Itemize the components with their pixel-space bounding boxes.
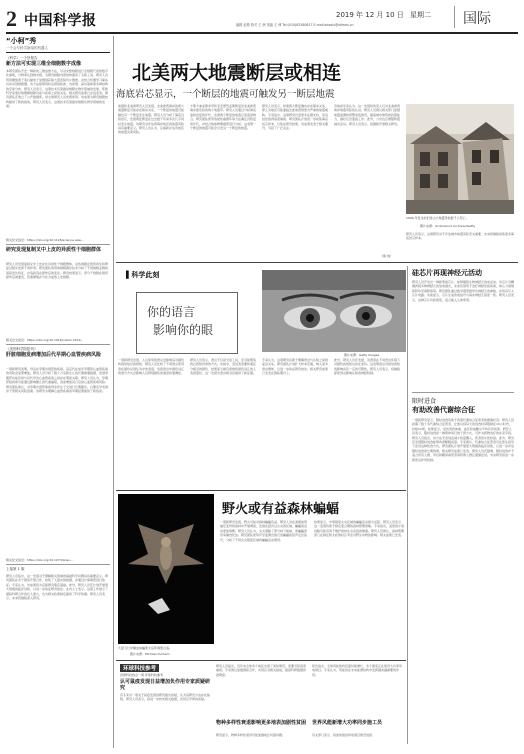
page-number: 2 (6, 6, 17, 31)
date: 2019 年 12 月 10 日 (336, 11, 404, 19)
editors-line: 编辑 赵路 校对 王 洲 美编 王 洲 Tel:(010)62580617 E-mail:zhaolu@stimes.cn (236, 23, 354, 27)
science-body-col-1: 一项新研究发现，人们使用的语言会影响其对颜色和视觉信息的感知。研究人员比较了不同语言使用者在颜色识别任务中的表现，发现语言中颜色词汇的划分方式会影响人们辨别颜色的速度和准确性。 (118, 358, 185, 376)
science-tag-label: 科学此刻 (131, 271, 160, 279)
eye-photo-credit: 图片来源：Getty Images (344, 353, 380, 357)
divider (412, 392, 514, 393)
divider (6, 344, 110, 345)
science-body-col-2: 研究人员表示，语言不仅是交流工具，还可能塑造我们感知世界的方式。实验中，受试者需要快速区分相近的颜色，结果显示拥有更细致颜色词汇的人表现更好。这一发现为语言相对论提供了新证据。 (190, 358, 257, 376)
left-column (6, 36, 110, 748)
photo-caption: 1906 年发生的旧金山大地震导致数千人死亡。 (406, 216, 469, 220)
bottom-headline-3: 世界风能新增大功率同步施工员 (312, 720, 383, 726)
bottom-body-4: 报告指出，全球风能装机容量持续增长，多个国家正在建设大功率风电项目。专家认为，风能将在未来能源结构中发挥越来越重要的作用。 (312, 664, 403, 677)
science-title-line2: 影响你的眼 (153, 323, 214, 337)
article-body: 一项新研究表明，母亲在孕期出现肝脏疾病，其后代在成年早期患心血管疾病的风险会显著增加。研究人员分析了数十万名新生儿的长期健康数据，发现孕期肝功能异常与后代早发心血管疾病之间存在明显关联。研究人员认为，孕期肝脏疾病可能通过影响胎儿的代谢编程，进而增加其日后的心血管疾病风险。研究团队建议，对孕期出现肝病的母亲所生子女进行长期随访，以便及早发现并干预相关风险因素。该研究为理解心血管疾病的早期起源提供了新线索。 (6, 367, 109, 394)
science-title-line1: 你的语言 (147, 305, 196, 319)
main-body-col-2: 卡斯卡迪亚俯冲带和圣安德烈亚斯断层是北美洲西海岸最危险的两个地震带。研究人员通过分析海底浊积岩层的年代，发现两个断层的地震记录高度吻合。研究团队使用放射性碳测年等方法确定沉积层的年代，并结合地球物理模型进行分析。这表明一个断层的地震可能会引发另一个断层的地震。 (190, 104, 257, 131)
science-tag: ▌科学此刻 (126, 271, 160, 279)
masthead (6, 8, 518, 32)
article-footer: 相关论文信息：https://doi.org/10.1126/science.aaw... (6, 238, 84, 242)
main-subheadline: 海底岩芯显示，一个断层的地震可触发另一断层地震 (116, 89, 335, 100)
main-body-col-1: 美国和北美洲研究人员发现，北美洲西海岸的两大地震断层可能存在联动关系，一个断层的地震可能触发另一个断层发生地震。研究人员分析了海底沉积岩芯，发现两处断层在过去数千年间多次几乎同时发生地震。该研究对评估西海岸地区的地震风险具有重要意义。研究人员认为，应重新评估该地区的地震灾害风险。 (118, 104, 185, 135)
bottom-tag (120, 664, 159, 672)
main-headline: 北美两大地震断层或相连 (132, 62, 342, 84)
column-subheader: 一个会写科学新闻的机器人 (6, 46, 48, 50)
main-body-col-4: 有地质学家认为，这一发现将改变人们对北美洲西海岸地震风险的认识。研究人员建议相关部门加强地震监测和预警系统建设，提高城市建筑的抗震能力，做好应急准备工作。此外，公众也应增强防震减灾意识。研究人员表示，将继续开展相关研究。 (334, 104, 401, 126)
right-body-1: 研究人员开发出一种新型硅芯片，能够模拟生物神经元的电活动。该芯片可精确再现多种神经元的放电模式，未来有望用于治疗神经系统疾病，如心力衰竭和阿尔茨海默病等。研究团队通过数学模型推导出神经元的参数，并将其写入芯片电路。实验显示，芯片生成的电信号与真实神经元高度一致。研究人员表示，这种芯片功耗极低，适合植入人体使用。 (412, 280, 514, 302)
article-body: 研究人员发现复制叉中上皮存在异质性干细胞群体，这些细胞在组织再生和修复过程中发挥不同作用。研究团队利用单细胞测序技术分析了不同细胞亚群的基因表达特征，并追踪其在损伤后的变化。研究结果显示，部分干细胞在组织损伤后被激活，迅速增殖并分化为成熟上皮细胞。 (6, 262, 109, 280)
right-headline-2: 有助改善代谢综合征 (412, 406, 475, 414)
section-title: 国际 (463, 11, 491, 27)
article-kicker: 《科学》一个快报告 (6, 56, 38, 60)
bottom-body-2: 研究人员指出，近年来全球多个地区出现了类似情况，需要引起高度重视。专家建议加强国际合作，共同应对相关挑战，提高科研数据的透明度。 (216, 664, 307, 677)
bottom-body-3: 研究显示，物种多样性衰退可能加剧地区贫困问题。 (216, 733, 286, 737)
weekday: 星期二 (410, 11, 431, 19)
main-end-note: （鲁 柏） (380, 254, 393, 258)
bat-photo-credit: 图片来源：Michael Durham (130, 652, 170, 656)
divider (6, 52, 110, 53)
continued-kicker: 上接第 1 版 (6, 567, 25, 571)
article-footer: 相关论文信息：https://doi.org/10.1073/pnas... (6, 558, 73, 562)
article-headline: 肝脏细胞发病增加后代早期心血管疾病风险 (6, 352, 102, 358)
science-body-col-3: 专家认为，这项研究有助于理解语言与认知之间的复杂关系。研究团队计划扩大样本范围，纳入更多语言群体，以进一步验证研究结论。相关研究成果已发表在国际期刊上。 (262, 358, 329, 376)
bat-body-col-2: 结果显示，中等强度火灾区域的蝙蝠活动最为活跃。研究人员表示，这一发现有助于制定更合理的森林管理策略。专家指出，适度的计划烧除可能有利于维护森林生态系统的健康。研究人员建议，森林管理部门在制定防火政策时应考虑对野生动物的影响。相关成果已发表。 (314, 520, 404, 538)
column-divider (407, 266, 408, 744)
divider (116, 490, 406, 491)
bottom-headline-2: 物种多样性衰退影响更多地表加剧性贫困 (216, 720, 307, 726)
science-body-col-4: 此外，研究人员还发现，双语者在不同语言环境下对颜色的感知也存在差异。这表明语言对视觉感知的影响具有一定的可塑性。研究人员表示，将继续探索语言影响认知的神经机制。 (334, 358, 401, 376)
article-body: 本研究团队开发一种新的三维成像方法，可对完整细胞进行全细胞尺度的数字化重建，分辨率达到纳米级，为研究细胞内部结构提供了全新工具。研究人员利用聚焦离子束扫描电子显微镜获取大量连续切片图像，并结合机器学习算法自动识别细胞器。该方法能够同时呈现线粒体、内质网、高尔基体等多种结构的空间分布。研究人员表示，这项技术有望推动细胞生物学领域的发展，帮助科学家更好地理解细胞功能与疾病之间的关系。相关研究成果已在线发表。研究团队还建立了公开数据库，供全球研究人员免费使用。该成果为研究细胞结构提供了新的视角。研究人员表示，这项技术有望推动细胞生物学领域的发展。 (6, 69, 109, 109)
article-headline: 新方法可实现三维全细胞数字成像 (6, 61, 82, 67)
right-headline-2-small: 限时进食 (412, 398, 437, 405)
science-title-box (136, 292, 238, 354)
photo-credit: 图片来源：Underwood Archives/Getty (420, 224, 476, 228)
eye-photo (262, 270, 406, 352)
paper-name: 中国科学报 (24, 13, 97, 29)
earthquake-photo (406, 104, 514, 214)
right-body-2: 一项新研究显示，限时进食有助于改善代谢综合征患者的健康状况。研究人员招募了数十名代谢综合征患者，让他们将每天的进食时间限制在10小时内，持续12周。结果显示，受试者的体重、血压和血糖水平均有所改善。研究人员表示，限时进食是一种简单易行的干预方式，可作为药物治疗的补充手段。研究人员指出，该方法无需刻意减少热量摄入，患者依从性较高。此外，研究还发现限时进食能够改善睡眠质量。专家建议，代谢综合征患者可在医生指导下尝试这种饮食方式。研究团队计划开展更大规模的临床试验，以进一步评估限时进食的长期效果。相关研究成果已发表。研究人员还强调，限时进食并不适合所有人群，孕妇和糖尿病患者等特殊人群应谨慎尝试。未来研究将进一步探索其作用机制。 (412, 418, 514, 462)
divider (116, 262, 518, 263)
bottom-headline-1: 认可鼠疫发现日益增加负作用专家质疑研究 (120, 679, 211, 691)
bat-photo-caption: 大量飞行中捕虫棕蝠使火后环境更合适。 (118, 646, 173, 650)
divider (6, 564, 110, 565)
masthead-rule (6, 32, 518, 34)
article-footer: 相关论文信息：https://doi.org/10.1016/j.stem.2019... (6, 338, 84, 342)
article-kicker: 《美国科学院院刊》 (6, 347, 38, 351)
bat-photo (118, 494, 214, 644)
section-box (454, 6, 519, 28)
right-headline-1: 硅芯片再现神经元活动 (412, 269, 482, 277)
edition-date (336, 10, 431, 20)
bat-body-col-1: 一项新研究发现，野火可能对森林蝙蝠有益。研究人员在美国加利福尼亚州的森林中开展调查，发现在经历过火灾的区域，蝙蝠的活动更加频繁。研究人员认为，火灾清除了部分林下植被，使蝙蝠更容易捕食昆虫。研究团队使用声学监测设备记录蝙蝠的回声定位信号，分析了不同火灾强度区域的蝙蝠活动情况。 (220, 520, 308, 542)
column-header: “小柯”秀 (6, 37, 37, 45)
bottom-body-5: 有关部门表示，将加快推进风电项目建设进度。 (312, 733, 376, 737)
bottom-tag-label: 环球科技参考 (123, 666, 157, 672)
bottom-body-1: 有专家对一项关于鼠疫发现的研究提出质疑，认为其研究方法存在缺陷。研究人员表示，将进一步核实相关数据，并回应学界的质疑。 (120, 693, 211, 702)
main-body-col-3: 研究人员表示，如果两大断层确实存在联动关系，那么该地区可能面临比此前预想更为严重的地震威胁。专家指出，这项研究仍需更多证据支持，但其结论值得高度重视。研究团队计划进一步收集海底岩芯样本，以验证研究结果。该成果发表于相关期刊，引起了广泛关注。 (262, 104, 329, 131)
bottom-subtag: 世界科技热点一周·环球科技参考 (120, 673, 163, 677)
main-body-col-5: 研究人员表示，这项研究对于评估城市地震风险至关重要，未来将继续收集更多海底岩芯样本。 (406, 232, 514, 241)
divider (116, 660, 406, 661)
divider (6, 244, 110, 245)
column-divider (113, 36, 114, 748)
article-headline: 研究发现复制叉中上皮的异质性干细胞群体 (6, 247, 102, 253)
article-body: 研究人员指出，这一发现对于理解相关领域的基础科学问题具有重要意义。研究团队在多个国家开展合作，收集了大量实验数据，并通过计算模型进行验证。专家认为，该成果将为后续研究奠定基础。此外，研究人员还计划开展更大规模的临床试验，以进一步验证研究结论。业内人士表示，这项工作展示了国际科研合作的巨大潜力，也为相关政策制定提供了科学依据。研究人员表示，未来将继续深入研究。 (6, 574, 109, 601)
bat-headline: 野火或有益森林蝙蝠 (222, 502, 340, 517)
